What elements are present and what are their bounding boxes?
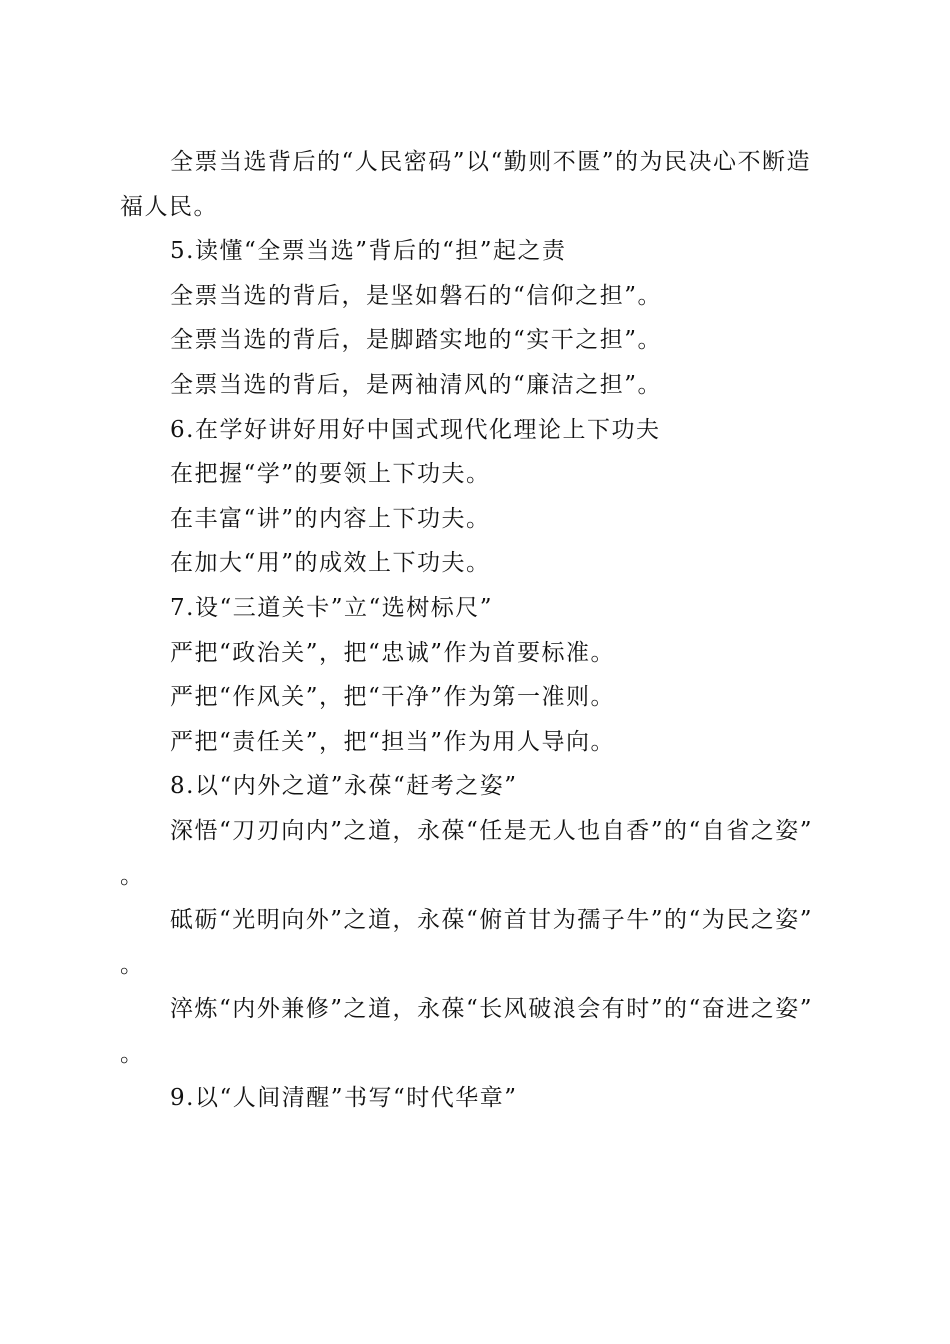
paragraph: 严把“政治关”，把“忠诚”作为首要标准。 [170,639,616,666]
section-heading: 8.以“内外之道”永葆“赶考之姿” [170,773,518,800]
document-body [120,140,820,1121]
paragraph: 严把“责任关”，把“担当”作为用人导向。 [170,728,616,755]
paragraph: 在丰富“讲”的内容上下功夫。 [170,505,491,532]
section-heading: 6.在学好讲好用好中国式现代化理论上下功夫 [170,416,661,443]
section-heading: 5.读懂“全票当选”背后的“担”起之责 [170,238,567,265]
paragraph: 淬炼“内外兼修”之道，永葆“长风破浪会有时”的“奋进之姿”。 [120,996,814,1067]
paragraph: 深悟“刀刃向内”之道，永葆“任是无人也自香”的“自省之姿”。 [120,817,814,889]
paragraph: 严把“作风关”，把“干净”作为第一准则。 [170,684,616,711]
section-heading: 9.以“人间清醒”书写“时代华章” [170,1085,518,1112]
paragraph: 全票当选的背后，是坚如磐石的“信仰之担”。 [170,282,663,309]
paragraph: 在把握“学”的要领上下功夫。 [170,461,491,488]
paragraph: 全票当选的背后，是脚踏实地的“实干之担”。 [170,327,663,354]
paragraph: 在加大“用”的成效上下功夫。 [170,550,491,577]
paragraph: 砥砺“光明向外”之道，永葆“俯首甘为孺子牛”的“为民之姿”。 [120,907,814,978]
paragraph: 全票当选背后的“人民密码”以“勤则不匮”的为民决心不断造福人民。 [120,149,812,220]
section-heading: 7.设“三道关卡”立“选树标尺” [170,594,493,621]
paragraph: 全票当选的背后，是两袖清风的“廉洁之担”。 [170,371,663,398]
